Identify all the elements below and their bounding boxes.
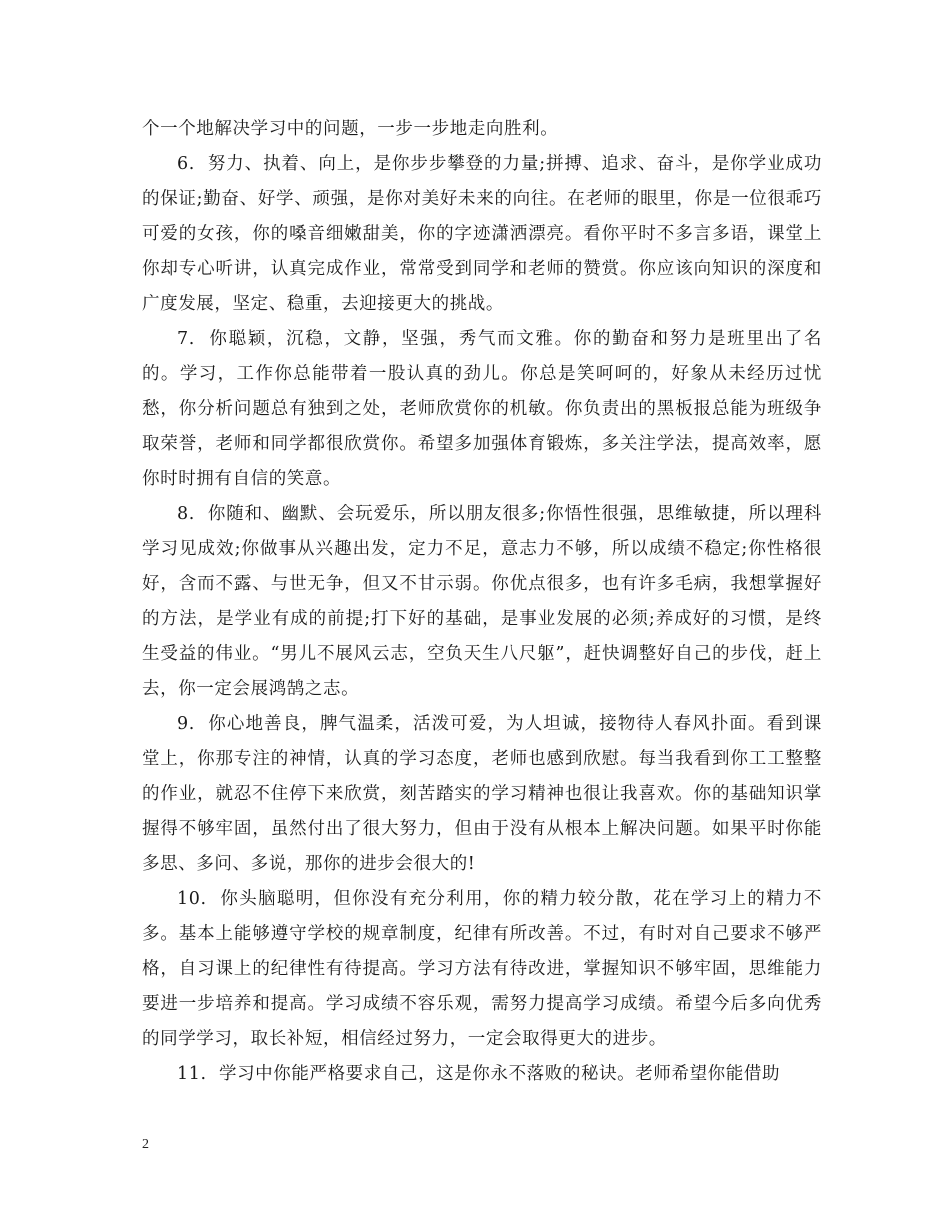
paragraph-item-6 [142,147,822,322]
item-number: 8. [177,504,195,524]
item-number: 7. [177,329,195,349]
document-body [142,112,822,1092]
item-number: 11. [177,1064,207,1084]
paragraph-text: 你心地善良，脾气温柔，活泼可爱，为人坦诚，接物待人春风扑面。看到课堂上，你那专注的神情，认真的学习态度，老师也感到欣慰。每当我看到你工工整整的作业，就忍不住停下来欣赏，刻苦踏实的学习精神也很让我喜欢。你的基础知识掌握得不够牢固，虽然付出了很大努力，但由于没有从根本上解决问题。如果平时你能多思、多问、多说，那你的进步会很大的! [142,714,822,874]
paragraph-item-10 [142,882,822,1057]
paragraph-text: 你聪颖，沉稳，文静，坚强，秀气而文雅。你的勤奋和努力是班里出了名的。学习，工作你总能带着一股认真的劲儿。你总是笑呵呵的，好象从未经历过忧愁，你分析问题总有独到之处，老师欣赏你的机敏。你负责出的黑板报总能为班级争取荣誉，老师和同学都很欣赏你。希望多加强体育锻炼，多关注学法，提高效率，愿你时时拥有自信的笑意。 [142,329,822,489]
paragraph-item-11 [142,1057,822,1092]
paragraph-text: 你头脑聪明，但你没有充分利用，你的精力较分散，花在学习上的精力不多。基本上能够遵守学校的规章制度，纪律有所改善。不过，有时对自己要求不够严格，自习课上的纪律性有待提高。学习方法有待改进，掌握知识不够牢固，思维能力要进一步培养和提高。学习成绩不容乐观，需努力提高学习成绩。希望今后多向优秀的同学学习，取长补短，相信经过努力，一定会取得更大的进步。 [142,889,823,1049]
paragraph-text: 你随和、幽默、会玩爱乐，所以朋友很多;你悟性很强，思维敏捷，所以理科学习见成效;你做事从兴趣出发，定力不足，意志力不够，所以成绩不稳定;你性格很好，含而不露、与世无争，但又不甘示弱。你优点很多，也有许多毛病，我想掌握好的方法，是学业有成的前提;打下好的基础，是事业发展的必须;养成好的习惯，是终生受益的伟业。“男儿不展风云志，空负天生八尺躯”，赶快调整好自己的步伐，赶上去，你一定会展鸿鹄之志。 [142,504,822,699]
paragraph-item-8 [142,497,822,707]
paragraph-item-9 [142,707,822,882]
paragraph-continuation [142,112,822,147]
paragraph-item-7 [142,322,822,497]
item-number: 9. [177,714,195,734]
paragraph-text: 学习中你能严格要求自己，这是你永不落败的秘诀。老师希望你能借助 [218,1064,781,1084]
paragraph-text: 努力、执着、向上，是你步步攀登的力量;拼搏、追求、奋斗，是你学业成功的保证;勤奋、好学、顽强，是你对美好未来的向往。在老师的眼里，你是一位很乖巧可爱的女孩，你的嗓音细嫩甜美，你的字迹潇洒漂亮。看你平时不多言多语，课堂上你却专心听讲，认真完成作业，常常受到同学和老师的赞赏。你应该向知识的深度和广度发展，坚定、稳重，去迎接更大的挑战。 [142,154,822,314]
page-number: 2 [142,1137,149,1152]
paragraph-text: 个一个地解决学习中的问题，一步一步地走向胜利。 [142,119,559,139]
item-number: 6. [177,154,195,174]
item-number: 10. [177,889,207,909]
